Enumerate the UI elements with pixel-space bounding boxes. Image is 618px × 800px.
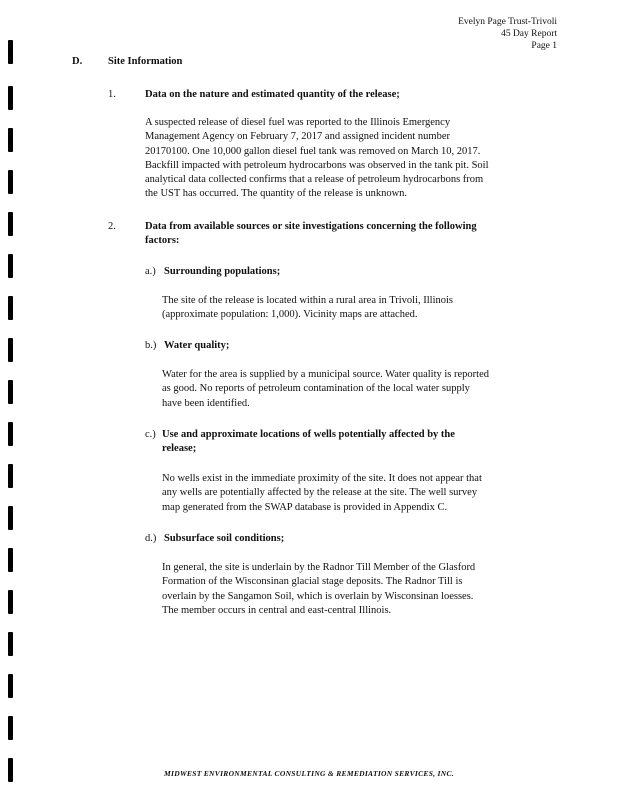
section-letter: D.	[72, 56, 83, 67]
sub-b-paragraph	[162, 368, 489, 411]
paragraph-line: Backfill impacted with petroleum hydrocarbons was observed in the tank pit. Soil	[145, 159, 489, 171]
paragraph-line: Formation of the Wisconsinan glacial stage deposits. The Radnor Till is	[162, 576, 463, 588]
paragraph-line: overlain by the Sangamon Soil, which is overlain by Wisconsinan loesses.	[162, 590, 474, 602]
sub-d-label: d.)	[145, 533, 157, 544]
paragraph-line: analytical data collected confirms that a release of petroleum hydrocarbons from	[145, 174, 484, 186]
paragraph-line: The member occurs in central and east-central Illinois.	[162, 604, 392, 616]
paragraph-line: as good. No reports of petroleum contamination of the local water supply	[162, 383, 470, 395]
item-1-title: Data on the nature and estimated quantity of the release;	[145, 89, 400, 100]
sub-b-title: Water quality;	[164, 340, 230, 351]
header-report-type: 45 Day Report	[501, 29, 557, 39]
sub-c-title-line: Use and approximate locations of wells potentially affected by the	[162, 429, 455, 440]
item-2-title-line: Data from available sources or site investigations concerning the following	[145, 221, 477, 232]
item-2-number: 2.	[108, 221, 116, 232]
paragraph-line: No wells exist in the immediate proximity of the site. It does not appear that	[162, 473, 482, 484]
section-title: Site Information	[108, 56, 183, 67]
item-2-title	[145, 220, 477, 248]
item-2-title-line: factors:	[145, 235, 180, 246]
paragraph-line: A suspected release of diesel fuel was reported to the Illinois Emergency	[145, 117, 451, 128]
paragraph-line: Management Agency on February 7, 2017 and assigned incident number	[145, 131, 451, 143]
header-page-number: Page 1	[531, 41, 557, 51]
sub-c-title	[162, 428, 455, 456]
company-footer: MIDWEST ENVIRONMENTAL CONSULTING & REMEDIATION SERVICES, INC.	[164, 769, 454, 778]
paragraph-line: (approximate population: 1,000). Vicinity maps are attached.	[162, 309, 418, 321]
report-header	[458, 16, 557, 52]
paragraph-line: In general, the site is underlain by the Radnor Till Member of the Glasford	[162, 562, 476, 573]
paragraph-line: Water for the area is supplied by a municipal source. Water quality is reported	[162, 369, 490, 380]
paragraph-line: the UST has occurred. The quantity of the release is unknown.	[145, 188, 408, 200]
paragraph-line: any wells are potentially affected by the release at the site. The well survey	[162, 487, 478, 499]
paragraph-line: 20170100. One 10,000 gallon diesel fuel tank was removed on March 10, 2017.	[145, 145, 481, 157]
sub-a-label: a.)	[145, 266, 156, 277]
paragraph-line: The site of the release is located within a rural area in Trivoli, Illinois	[162, 295, 454, 306]
sub-d-paragraph	[162, 561, 475, 618]
sub-b-label: b.)	[145, 340, 157, 351]
sub-a-paragraph	[162, 294, 453, 323]
sub-d-title: Subsurface soil conditions;	[164, 533, 285, 544]
sub-c-label: c.)	[145, 429, 156, 440]
sub-c-title-line: release;	[162, 443, 197, 454]
item-1-paragraph	[145, 116, 489, 202]
header-project: Evelyn Page Trust-Trivoli	[458, 17, 557, 27]
sub-c-paragraph	[162, 472, 482, 515]
paragraph-line: have been identified.	[162, 397, 250, 409]
item-1-number: 1.	[108, 89, 116, 100]
sub-a-title: Surrounding populations;	[164, 266, 281, 277]
paragraph-line: map generated from the SWAP database is provided in Appendix C.	[162, 501, 448, 513]
